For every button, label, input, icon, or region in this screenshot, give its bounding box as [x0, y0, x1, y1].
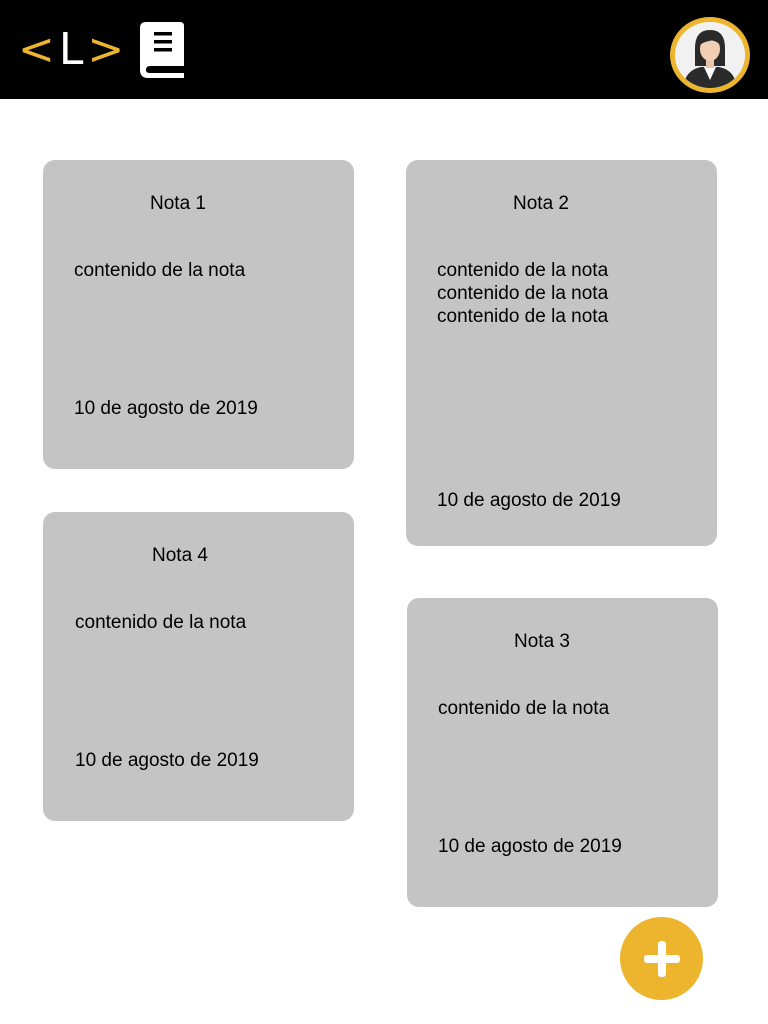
note-date: 10 de agosto de 2019	[438, 836, 622, 857]
note-title: Nota 2	[513, 193, 569, 214]
note-title: Nota 1	[150, 193, 206, 214]
note-date: 10 de agosto de 2019	[437, 490, 621, 511]
note-content: contenido de la nota	[74, 260, 246, 281]
user-avatar[interactable]	[670, 17, 750, 93]
note-date: 10 de agosto de 2019	[75, 750, 259, 771]
logo-text	[18, 22, 126, 78]
note-title: Nota 4	[152, 545, 208, 566]
note-title: Nota 3	[514, 631, 570, 652]
book-icon	[140, 22, 184, 78]
add-note-button[interactable]	[620, 917, 703, 1000]
note-card-2[interactable]	[406, 160, 717, 546]
app-header	[0, 0, 768, 99]
note-card-4[interactable]	[43, 512, 354, 821]
note-card-1[interactable]	[43, 160, 354, 469]
logo-left-bracket: <	[18, 24, 57, 75]
note-content: contenido de la nota	[438, 698, 610, 719]
user-avatar-icon	[675, 22, 745, 88]
note-card-3[interactable]	[407, 598, 718, 907]
plus-icon	[642, 939, 682, 979]
note-content: contenido de la nota	[75, 612, 247, 633]
note-date: 10 de agosto de 2019	[74, 398, 258, 419]
logo-letter: L	[58, 24, 86, 75]
note-content: contenido de la nota contenido de la nota contenido de la nota	[437, 260, 609, 327]
app-logo[interactable]	[18, 22, 184, 78]
logo-right-bracket: >	[87, 24, 127, 75]
